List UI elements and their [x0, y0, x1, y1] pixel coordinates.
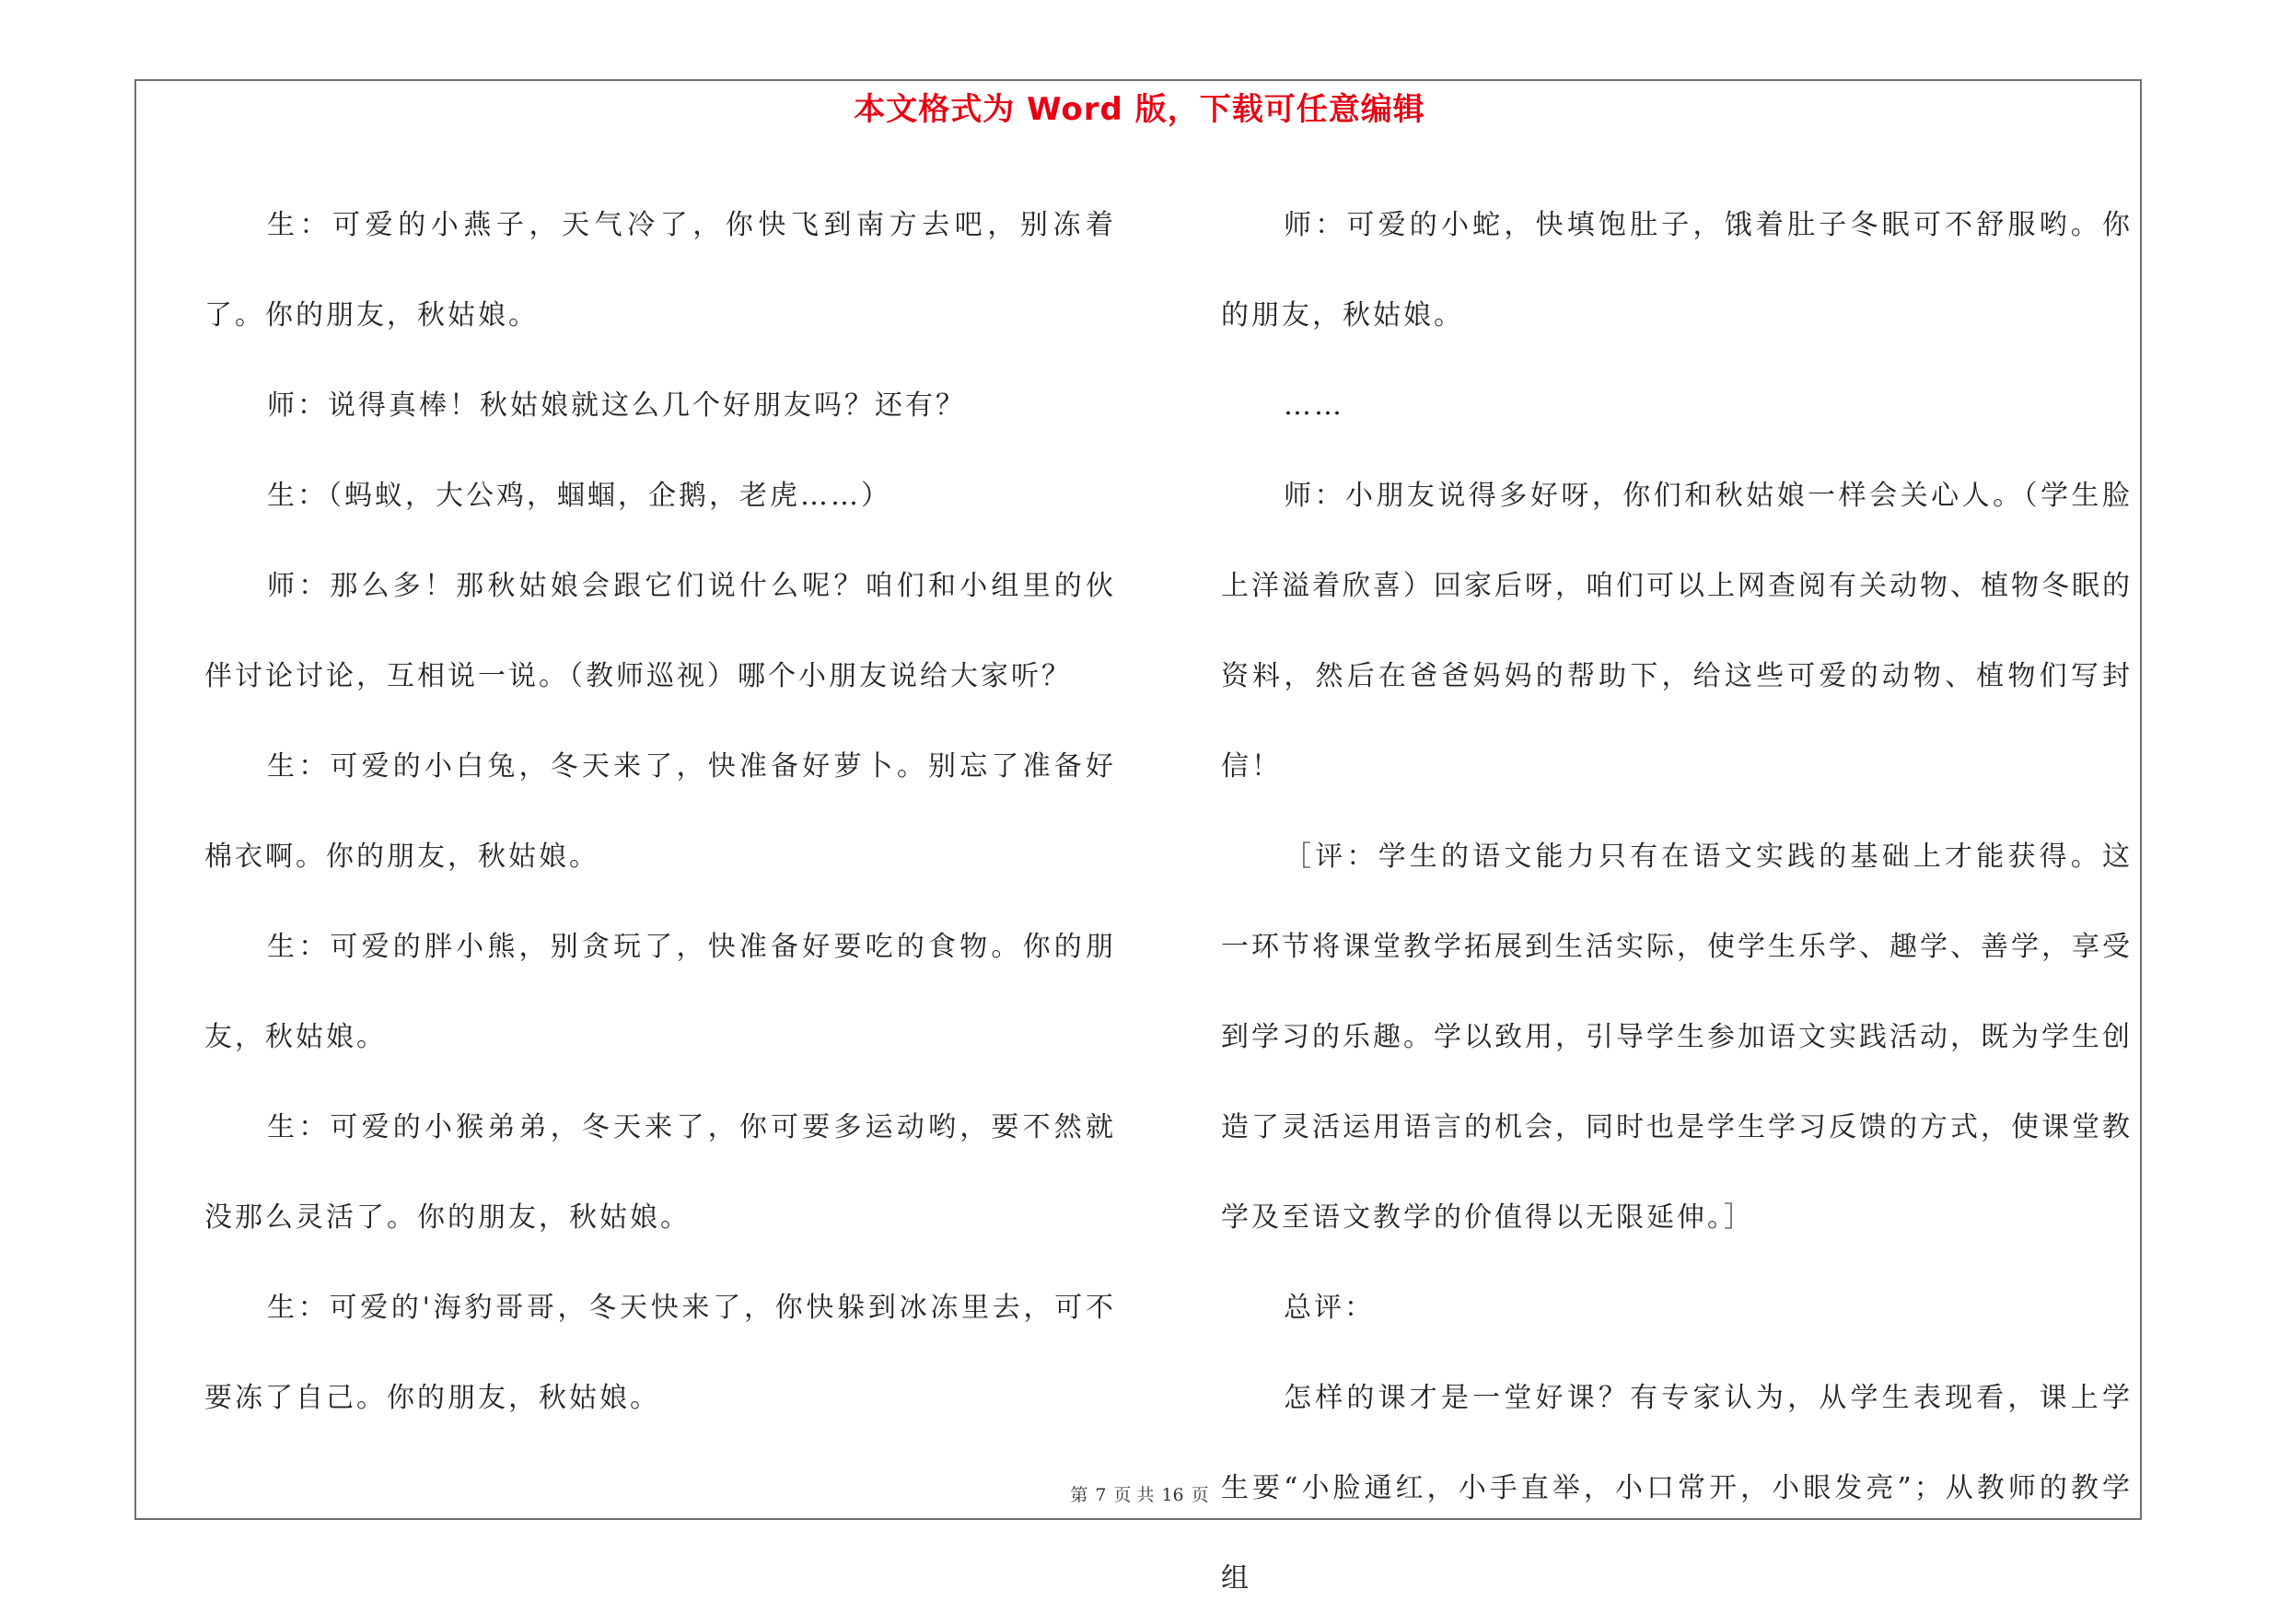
ellipsis-paragraph: ……	[1284, 389, 1344, 422]
footer-mid: 页 共	[1113, 1485, 1155, 1505]
left-text-column	[204, 180, 1116, 1444]
paragraph: 生：可爱的'海豹哥哥，冬天快来了，你快躲到冰冻里去，可不要冻了自己。你的朋友，秋姑娘。	[204, 1292, 1116, 1414]
page-number-footer	[0, 1484, 2279, 1506]
total-pages-number: 16	[1161, 1485, 1184, 1505]
paragraph: 生：可爱的胖小熊，别贪玩了，快准备好要吃的食物。你的朋友，秋姑娘。	[204, 931, 1116, 1053]
paragraph: 怎样的课才是一堂好课？有专家认为，从学生表现看，课上学生要“小脸通红，小手直举，小口常开，小眼发亮”；从教师的教学组	[1221, 1382, 2133, 1595]
paragraph: 生：（蚂蚁，大公鸡，蝈蝈，企鹅，老虎……）	[267, 480, 891, 512]
paragraph: 师：小朋友说得多好呀，你们和秋姑娘一样会关心人。（学生脸上洋溢着欣喜）回家后呀，咱们可以上网查阅有关动物、植物冬眠的资料，然后在爸爸妈妈的帮助下，给这些可爱的动物、植物们写封信！	[1221, 480, 2133, 783]
paragraph: 师：那么多！那秋姑娘会跟它们说什么呢？咱们和小组里的伙伴讨论讨论，互相说一说。（教师巡视）哪个小朋友说给大家听？	[204, 570, 1116, 692]
commentary-paragraph: ［评：学生的语文能力只有在语文实践的基础上才能获得。这一环节将课堂教学拓展到生活实际，使学生乐学、趣学、善学，享受到学习的乐趣。学以致用，引导学生参加语文实践活动，既为学生创造了灵活运用语言的机会，同时也是学生学习反馈的方式，使课堂教学及至语文教学的价值得以无限延伸。］	[1221, 841, 2133, 1234]
word-format-banner: 本文格式为 Word 版，下载可任意编辑	[854, 91, 1425, 128]
summary-heading: 总评：	[1284, 1292, 1375, 1324]
paragraph: 生：可爱的小燕子，天气冷了，你快飞到南方去吧，别冻着了。你的朋友，秋姑娘。	[204, 209, 1116, 331]
footer-suffix: 页	[1191, 1485, 1209, 1505]
right-text-column	[1221, 180, 2133, 1624]
paragraph: 生：可爱的小白兔，冬天来了，快准备好萝卜。别忘了准备好棉衣啊。你的朋友，秋姑娘。	[204, 750, 1116, 873]
paragraph: 师：可爱的小蛇，快填饱肚子，饿着肚子冬眠可不舒服哟。你的朋友，秋姑娘。	[1221, 209, 2133, 331]
paragraph: 生：可爱的小猴弟弟，冬天来了，你可要多运动哟，要不然就没那么灵活了。你的朋友，秋姑娘。	[204, 1111, 1116, 1234]
footer-prefix: 第	[1070, 1485, 1088, 1505]
current-page-number: 7	[1095, 1485, 1107, 1505]
paragraph: 师：说得真棒！秋姑娘就这么几个好朋友吗？还有？	[267, 389, 966, 422]
